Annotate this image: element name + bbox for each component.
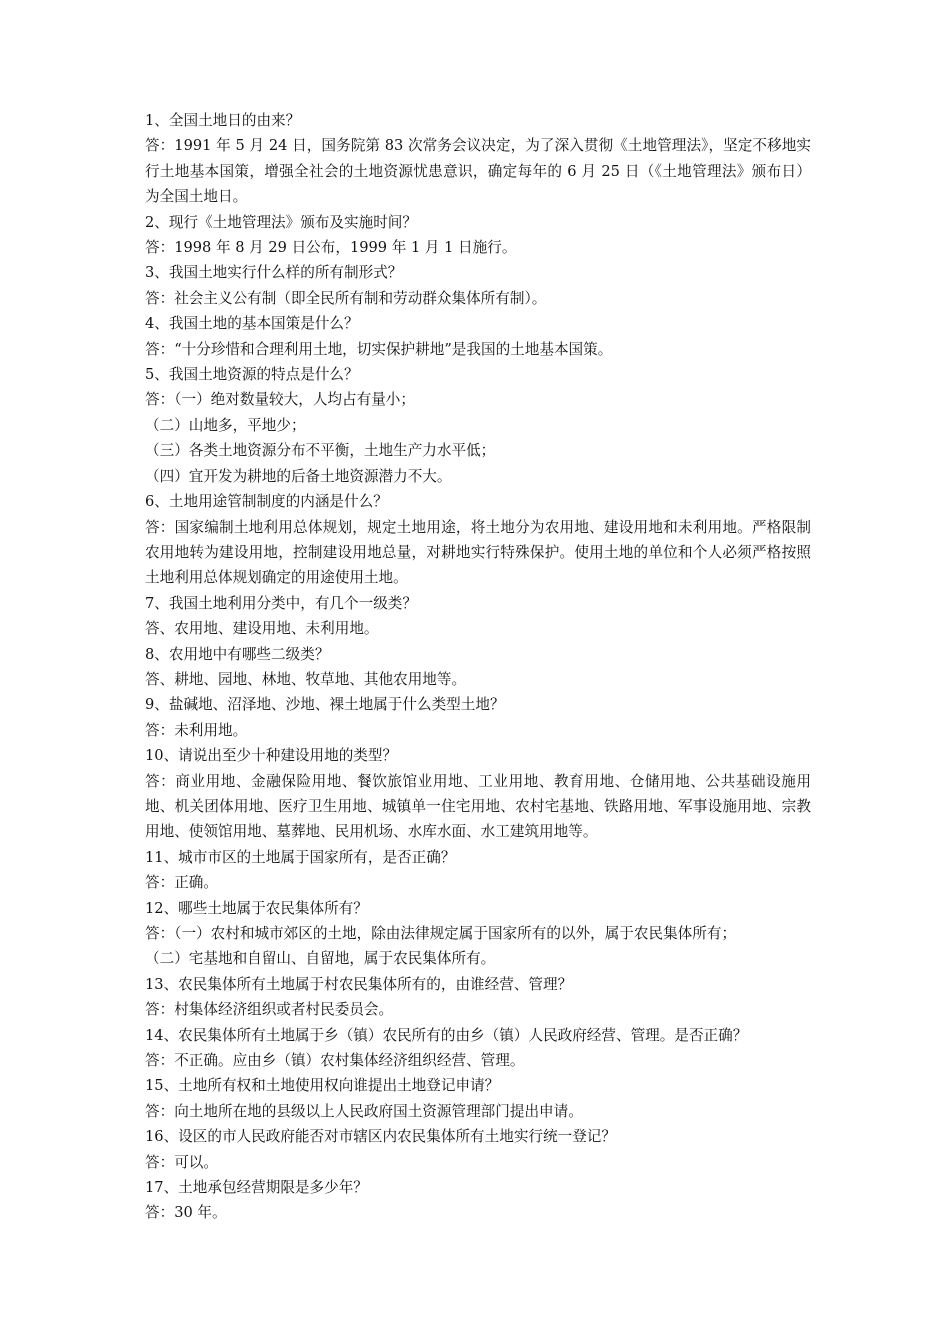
- answer-line: （二）山地多，平地少；: [145, 416, 306, 434]
- answer-line: 答：社会主义公有制（即全民所有制和劳动群众集体所有制）。: [145, 289, 547, 307]
- answer-line: 答：国家编制土地利用总体规划，规定土地用途，将土地分为农用地、建设用地和未利用地。严格限制农用地转为建设用地，控制建设用地总量，对耕地实行特殊保护。使用土地的单位和个人必须严格按照土地利用总体规划确定的用途使用土地。: [145, 518, 811, 587]
- question-line: 8、农用地中有哪些二级类？: [145, 645, 330, 663]
- answer-line: 答：1998 年 8 月 29 日公布，1999 年 1 月 1 日施行。: [145, 239, 517, 257]
- question-line: 4、我国土地的基本国策是什么？: [145, 315, 359, 333]
- question-line: 13、农民集体所有土地属于村农民集体所有的，由谁经营、管理？: [145, 975, 573, 993]
- question-line: 17、土地承包经营期限是多少年？: [145, 1179, 368, 1197]
- answer-line: 答：向土地所在地的县级以上人民政府国土资源管理部门提出申请。: [145, 1102, 583, 1120]
- question-line: 10、请说出至少十种建设用地的类型？: [145, 747, 398, 765]
- answer-line: 答：（一）绝对数量较大，人均占有量小；: [145, 391, 415, 409]
- answer-line: 答、农用地、建设用地、未利用地。: [145, 620, 379, 638]
- answer-line: 答：正确。: [145, 874, 218, 892]
- question-line: 9、盐碱地、沼泽地、沙地、裸土地属于什么类型土地？: [145, 696, 505, 714]
- question-line: 3、我国土地实行什么样的所有制形式？: [145, 264, 403, 282]
- question-line: 6、土地用途管制制度的内涵是什么？: [145, 493, 388, 511]
- answer-line: 答：30 年。: [145, 1204, 227, 1222]
- answer-line: 答：未利用地。: [145, 721, 248, 739]
- question-line: 12、哪些土地属于农民集体所有？: [145, 899, 368, 917]
- question-line: 7、我国土地利用分类中，有几个一级类？: [145, 594, 417, 612]
- question-line: 15、土地所有权和土地使用权向谁提出土地登记申请？: [145, 1077, 500, 1095]
- question-line: 1、全国土地日的由来？: [145, 112, 301, 129]
- answer-line: 答：村集体经济组织或者村民委员会。: [145, 1001, 394, 1019]
- answer-line: 答：“十分珍惜和合理利用土地，切实保护耕地”是我国的土地基本国策。: [145, 340, 613, 358]
- answer-line: （三）各类土地资源分布不平衡，土地生产力水平低；: [145, 442, 496, 460]
- question-line: 14、农民集体所有土地属于乡（镇）农民所有的由乡（镇）人民政府经营、管理。是否正确？: [145, 1026, 748, 1044]
- answer-line: （二）宅基地和自留山、自留地，属于农民集体所有。: [145, 950, 496, 968]
- answer-line: （四）宜开发为耕地的后备土地资源潜力不大。: [145, 467, 452, 485]
- answer-line: 答：不正确。应由乡（镇）农村集体经济组织经营、管理。: [145, 1052, 525, 1070]
- answer-line: 答、耕地、园地、林地、牧草地、其他农用地等。: [145, 670, 467, 688]
- question-line: 11、城市市区的土地属于国家所有，是否正确？: [145, 848, 456, 866]
- answer-line: 答：1991 年 5 月 24 日，国务院第 83 次常务会议决定，为了深入贯彻《土地管理法》，坚定不移地实行土地基本国策，增强全社会的土地资源忧患意识，确定每年的 6 月 25 日（《土地管理法》颁布日）为全国土地日。: [145, 137, 811, 206]
- question-line: 5、我国土地资源的特点是什么？: [145, 366, 359, 384]
- answer-line: 答：可以。: [145, 1153, 218, 1171]
- document-body: [145, 108, 811, 1226]
- answer-line: 答：（一）农村和城市郊区的土地，除由法律规定属于国家所有的以外，属于农民集体所有；: [145, 925, 737, 942]
- question-line: 16、设区的市人民政府能否对市辖区内农民集体所有土地实行统一登记？: [145, 1128, 616, 1146]
- answer-line: 答：商业用地、金融保险用地、餐饮旅馆业用地、工业用地、教育用地、仓储用地、公共基础设施用地、机关团体用地、医疗卫生用地、城镇单一住宅用地、农村宅基地、铁路用地、军事设施用地、宗教用地、使领馆用地、墓葬地、民用机场、水库水面、水工建筑用地等。: [145, 772, 811, 841]
- question-line: 2、现行《土地管理法》颁布及实施时间？: [145, 213, 417, 231]
